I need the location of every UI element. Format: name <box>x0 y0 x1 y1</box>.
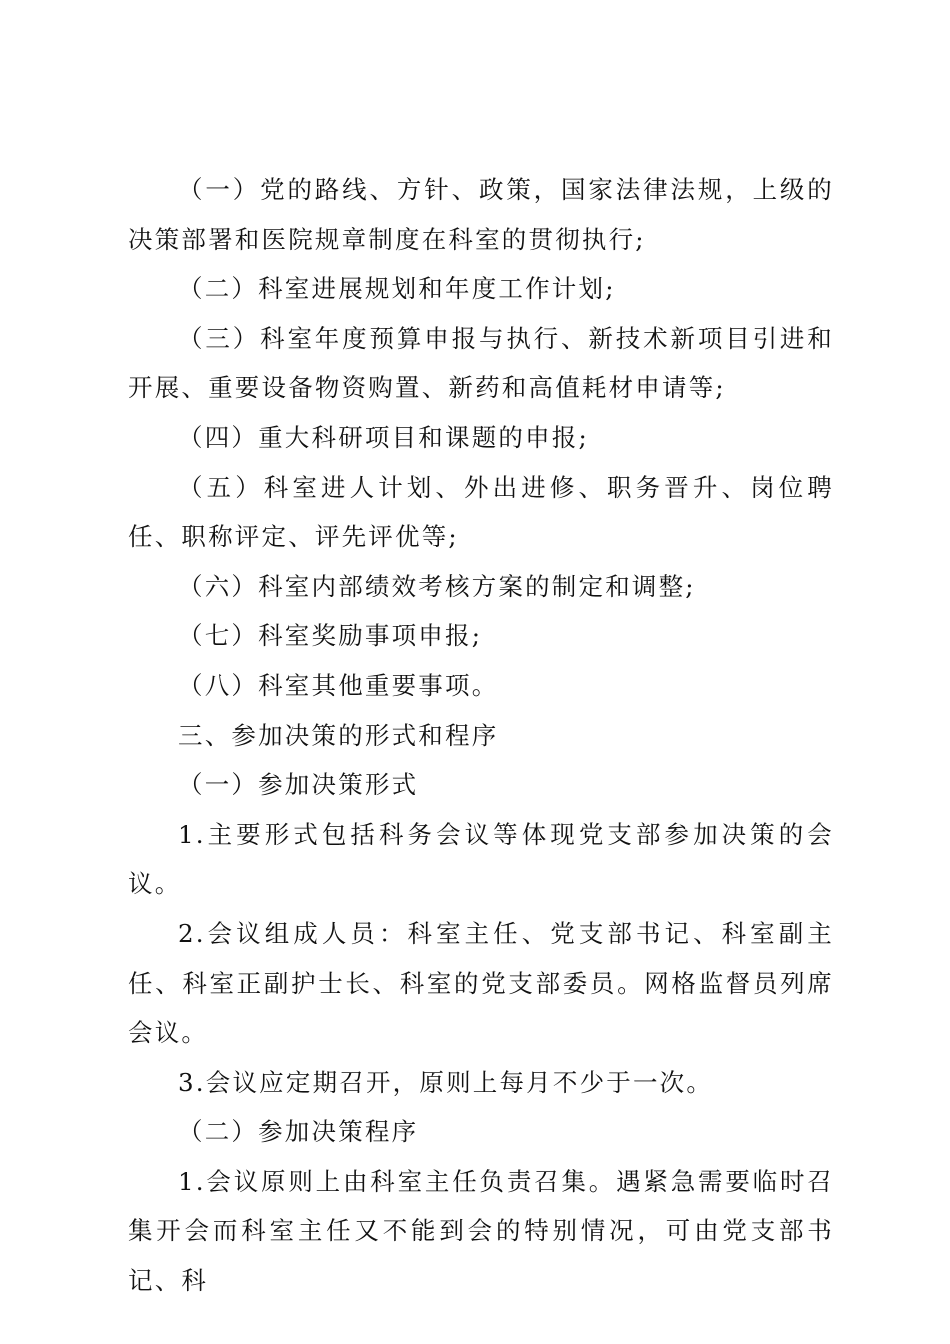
document-body <box>128 165 834 1306</box>
clause-meeting-convener: 1.会议原则上由科室主任负责召集。遇紧急需要临时召集开会而科室主任又不能到会的特别情况，可由党支部书记、科 <box>128 1166 834 1296</box>
subsection-heading-decision-procedure: （二）参加决策程序 <box>178 1117 419 1147</box>
item-personnel-matters: （五）科室进人计划、外出进修、职务晋升、岗位聘任、职称评定、评先评优等; <box>128 472 834 552</box>
subsection-heading-decision-form: （一）参加决策形式 <box>178 770 419 800</box>
section-heading-decision-form-procedure: 三、参加决策的形式和程序 <box>178 720 499 750</box>
item-performance-assessment: （六）科室内部绩效考核方案的制定和调整; <box>178 571 696 601</box>
item-research-projects: （四）重大科研项目和课题的申报; <box>178 422 589 452</box>
item-other-matters: （八）科室其他重要事项。 <box>178 670 499 700</box>
clause-meeting-frequency: 3.会议应定期召开，原则上每月不少于一次。 <box>178 1067 714 1097</box>
item-party-line-policies: （一）党的路线、方针、政策，国家法律法规，上级的决策部署和医院规章制度在科室的贯彻执行; <box>128 175 834 254</box>
item-development-plan: （二）科室进展规划和年度工作计划; <box>178 274 616 304</box>
item-budget-and-procurement: （三）科室年度预算申报与执行、新技术新项目引进和开展、重要设备物资购置、新药和高值耗材申请等; <box>128 323 834 403</box>
clause-main-form: 1.主要形式包括科务会议等体现党支部参加决策的会议。 <box>128 819 834 899</box>
clause-meeting-members: 2.会议组成人员：科室主任、党支部书记、科室副主任、科室正副护士长、科室的党支部委员。网格监督员列席会议。 <box>128 918 834 1048</box>
item-awards-application: （七）科室奖励事项申报; <box>178 621 483 651</box>
